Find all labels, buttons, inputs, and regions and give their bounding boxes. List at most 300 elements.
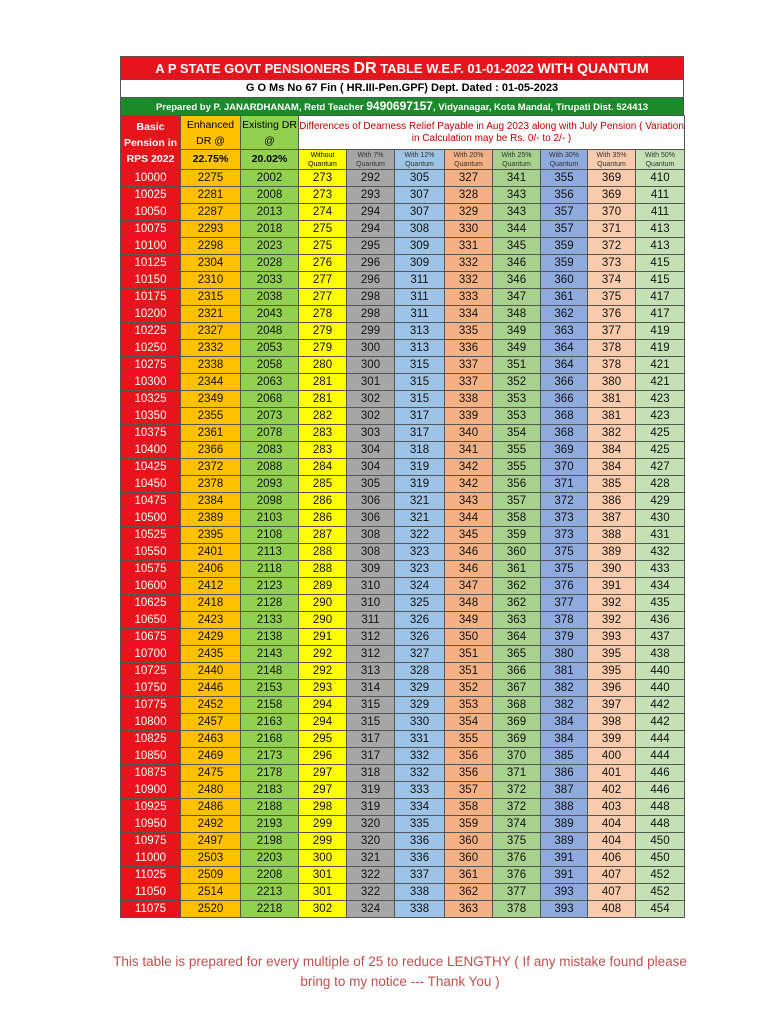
quantum-35-cell: 398 [588,714,636,731]
basic-pension-cell: 10975 [121,833,181,850]
basic-pension-cell: 10650 [121,612,181,629]
header-quantum-30: With 30% Quantum [541,150,588,170]
header-without-quantum: Without Quantum [299,150,347,170]
enhanced-dr-cell: 2418 [181,595,241,612]
quantum-30-cell: 369 [541,442,588,459]
quantum-35-cell: 369 [588,187,636,204]
quantum-25-cell: 362 [493,578,541,595]
quantum-12-cell: 313 [395,340,445,357]
quantum-30-cell: 368 [541,408,588,425]
quantum-12-cell: 333 [395,782,445,799]
quantum-12-cell: 337 [395,867,445,884]
dr-table-sheet [120,56,684,918]
table-row [121,255,685,272]
quantum-30-cell: 391 [541,850,588,867]
enhanced-dr-cell: 2435 [181,646,241,663]
quantum-50-cell: 423 [636,408,685,425]
table-row [121,850,685,867]
quantum-30-cell: 361 [541,289,588,306]
quantum-7-cell: 294 [347,204,395,221]
quantum-35-cell: 392 [588,595,636,612]
table-row [121,663,685,680]
quantum-35-cell: 408 [588,901,636,918]
quantum-25-cell: 354 [493,425,541,442]
existing-dr-cell: 2028 [241,255,299,272]
quantum-30-cell: 359 [541,238,588,255]
quantum-12-cell: 329 [395,697,445,714]
quantum-25-cell: 349 [493,323,541,340]
quantum-25-cell: 369 [493,714,541,731]
enhanced-dr-cell: 2366 [181,442,241,459]
quantum-30-cell: 373 [541,510,588,527]
without-quantum-cell: 290 [299,612,347,629]
quantum-12-cell: 325 [395,595,445,612]
quantum-7-cell: 324 [347,901,395,918]
quantum-30-cell: 366 [541,374,588,391]
basic-pension-cell: 10425 [121,459,181,476]
table-row [121,782,685,799]
quantum-12-cell: 317 [395,425,445,442]
quantum-20-cell: 354 [445,714,493,731]
quantum-7-cell: 300 [347,357,395,374]
table-row [121,238,685,255]
quantum-25-cell: 352 [493,374,541,391]
basic-pension-cell: 10775 [121,697,181,714]
quantum-50-cell: 440 [636,663,685,680]
basic-pension-cell: 10575 [121,561,181,578]
basic-pension-cell: 10200 [121,306,181,323]
quantum-20-cell: 358 [445,799,493,816]
quantum-25-cell: 364 [493,629,541,646]
existing-dr-cell: 2183 [241,782,299,799]
quantum-50-cell: 411 [636,187,685,204]
table-row [121,714,685,731]
quantum-30-cell: 393 [541,884,588,901]
prepared-by-line [120,97,684,115]
quantum-35-cell: 373 [588,255,636,272]
existing-dr-cell: 2088 [241,459,299,476]
quantum-35-cell: 404 [588,833,636,850]
basic-pension-cell: 10250 [121,340,181,357]
table-row [121,578,685,595]
without-quantum-cell: 273 [299,187,347,204]
enhanced-dr-cell: 2389 [181,510,241,527]
quantum-7-cell: 306 [347,510,395,527]
header-quantum-35: With 35% Quantum [588,150,636,170]
enhanced-dr-cell: 2349 [181,391,241,408]
quantum-7-cell: 322 [347,884,395,901]
enhanced-dr-cell: 2440 [181,663,241,680]
header-quantum-25: With 25% Quantum [493,150,541,170]
quantum-50-cell: 413 [636,238,685,255]
quantum-50-cell: 448 [636,799,685,816]
table-row [121,544,685,561]
enhanced-dr-cell: 2423 [181,612,241,629]
quantum-20-cell: 348 [445,595,493,612]
quantum-7-cell: 310 [347,578,395,595]
quantum-12-cell: 338 [395,884,445,901]
enhanced-dr-cell: 2412 [181,578,241,595]
enhanced-dr-cell: 2304 [181,255,241,272]
quantum-30-cell: 355 [541,170,588,187]
quantum-35-cell: 370 [588,204,636,221]
quantum-30-cell: 359 [541,255,588,272]
table-row [121,459,685,476]
quantum-20-cell: 342 [445,476,493,493]
quantum-25-cell: 368 [493,697,541,714]
quantum-7-cell: 322 [347,867,395,884]
basic-pension-cell: 10625 [121,595,181,612]
quantum-7-cell: 319 [347,799,395,816]
table-row [121,680,685,697]
quantum-35-cell: 391 [588,578,636,595]
without-quantum-cell: 281 [299,391,347,408]
without-quantum-cell: 288 [299,544,347,561]
quantum-20-cell: 360 [445,833,493,850]
title-with-quantum: WITH QUANTUM [537,60,649,76]
quantum-50-cell: 442 [636,697,685,714]
quantum-25-cell: 374 [493,816,541,833]
quantum-12-cell: 315 [395,357,445,374]
existing-dr-cell: 2078 [241,425,299,442]
quantum-7-cell: 304 [347,442,395,459]
quantum-25-cell: 353 [493,408,541,425]
basic-pension-cell: 10150 [121,272,181,289]
quantum-12-cell: 313 [395,323,445,340]
basic-pension-cell: 10375 [121,425,181,442]
quantum-7-cell: 317 [347,748,395,765]
quantum-12-cell: 311 [395,289,445,306]
table-row [121,510,685,527]
quantum-25-cell: 360 [493,544,541,561]
quantum-35-cell: 395 [588,663,636,680]
enhanced-dr-cell: 2480 [181,782,241,799]
quantum-20-cell: 346 [445,561,493,578]
enhanced-dr-cell: 2332 [181,340,241,357]
quantum-30-cell: 362 [541,306,588,323]
quantum-30-cell: 393 [541,901,588,918]
quantum-35-cell: 402 [588,782,636,799]
quantum-20-cell: 363 [445,901,493,918]
quantum-30-cell: 385 [541,748,588,765]
quantum-20-cell: 360 [445,850,493,867]
quantum-50-cell: 435 [636,595,685,612]
quantum-20-cell: 338 [445,391,493,408]
quantum-20-cell: 357 [445,782,493,799]
without-quantum-cell: 286 [299,510,347,527]
enhanced-dr-cell: 2452 [181,697,241,714]
enhanced-dr-cell: 2509 [181,867,241,884]
enhanced-dr-cell: 2406 [181,561,241,578]
basic-pension-cell: 10850 [121,748,181,765]
basic-pension-cell: 10475 [121,493,181,510]
header-quantum-7: With 7% Quantum [347,150,395,170]
quantum-7-cell: 320 [347,816,395,833]
existing-dr-rate: 20.02% [241,150,299,170]
quantum-20-cell: 333 [445,289,493,306]
basic-pension-cell: 10900 [121,782,181,799]
table-row [121,612,685,629]
quantum-30-cell: 389 [541,833,588,850]
quantum-30-cell: 366 [541,391,588,408]
quantum-20-cell: 356 [445,748,493,765]
without-quantum-cell: 298 [299,799,347,816]
existing-dr-cell: 2163 [241,714,299,731]
table-title [120,56,684,79]
quantum-20-cell: 351 [445,646,493,663]
quantum-50-cell: 410 [636,170,685,187]
without-quantum-cell: 299 [299,833,347,850]
existing-dr-cell: 2128 [241,595,299,612]
quantum-20-cell: 349 [445,612,493,629]
basic-pension-cell: 11000 [121,850,181,867]
quantum-12-cell: 328 [395,663,445,680]
without-quantum-cell: 296 [299,748,347,765]
quantum-25-cell: 349 [493,340,541,357]
without-quantum-cell: 288 [299,561,347,578]
existing-dr-cell: 2023 [241,238,299,255]
enhanced-dr-cell: 2503 [181,850,241,867]
existing-dr-cell: 2138 [241,629,299,646]
quantum-12-cell: 323 [395,544,445,561]
existing-dr-cell: 2038 [241,289,299,306]
quantum-25-cell: 376 [493,867,541,884]
quantum-12-cell: 336 [395,850,445,867]
quantum-30-cell: 375 [541,561,588,578]
quantum-50-cell: 442 [636,714,685,731]
basic-pension-cell: 10300 [121,374,181,391]
existing-dr-cell: 2083 [241,442,299,459]
enhanced-dr-cell: 2463 [181,731,241,748]
without-quantum-cell: 275 [299,238,347,255]
basic-pension-cell: 10950 [121,816,181,833]
quantum-20-cell: 352 [445,680,493,697]
quantum-30-cell: 368 [541,425,588,442]
quantum-30-cell: 370 [541,459,588,476]
quantum-12-cell: 315 [395,391,445,408]
existing-dr-cell: 2008 [241,187,299,204]
quantum-35-cell: 388 [588,527,636,544]
quantum-7-cell: 314 [347,680,395,697]
quantum-12-cell: 319 [395,459,445,476]
quantum-35-cell: 374 [588,272,636,289]
quantum-12-cell: 308 [395,221,445,238]
quantum-7-cell: 309 [347,561,395,578]
basic-pension-cell: 10000 [121,170,181,187]
quantum-35-cell: 403 [588,799,636,816]
quantum-25-cell: 359 [493,527,541,544]
quantum-25-cell: 358 [493,510,541,527]
without-quantum-cell: 297 [299,765,347,782]
quantum-35-cell: 389 [588,544,636,561]
quantum-35-cell: 397 [588,697,636,714]
quantum-50-cell: 433 [636,561,685,578]
quantum-12-cell: 318 [395,442,445,459]
quantum-25-cell: 363 [493,612,541,629]
table-row [121,765,685,782]
quantum-35-cell: 399 [588,731,636,748]
quantum-35-cell: 377 [588,323,636,340]
enhanced-dr-cell: 2469 [181,748,241,765]
quantum-20-cell: 331 [445,238,493,255]
basic-pension-cell: 10675 [121,629,181,646]
quantum-12-cell: 311 [395,272,445,289]
table-row [121,374,685,391]
table-row [121,289,685,306]
quantum-20-cell: 351 [445,663,493,680]
quantum-12-cell: 305 [395,170,445,187]
quantum-20-cell: 359 [445,816,493,833]
without-quantum-cell: 275 [299,221,347,238]
quantum-20-cell: 332 [445,255,493,272]
quantum-25-cell: 351 [493,357,541,374]
quantum-25-cell: 346 [493,255,541,272]
existing-dr-cell: 2048 [241,323,299,340]
quantum-30-cell: 388 [541,799,588,816]
quantum-35-cell: 390 [588,561,636,578]
quantum-12-cell: 307 [395,204,445,221]
quantum-12-cell: 307 [395,187,445,204]
existing-dr-cell: 2213 [241,884,299,901]
existing-dr-cell: 2108 [241,527,299,544]
quantum-50-cell: 427 [636,459,685,476]
quantum-30-cell: 382 [541,680,588,697]
without-quantum-cell: 278 [299,306,347,323]
without-quantum-cell: 277 [299,289,347,306]
quantum-25-cell: 377 [493,884,541,901]
quantum-12-cell: 321 [395,510,445,527]
quantum-25-cell: 362 [493,595,541,612]
table-body [121,170,685,918]
quantum-20-cell: 328 [445,187,493,204]
quantum-7-cell: 298 [347,306,395,323]
table-row [121,833,685,850]
basic-pension-cell: 10075 [121,221,181,238]
quantum-7-cell: 302 [347,408,395,425]
without-quantum-cell: 299 [299,816,347,833]
quantum-50-cell: 437 [636,629,685,646]
basic-pension-cell: 10175 [121,289,181,306]
quantum-35-cell: 392 [588,612,636,629]
enhanced-dr-cell: 2321 [181,306,241,323]
dr-table [120,115,685,918]
header-enhanced-dr: Enhanced DR @ [181,116,241,150]
quantum-25-cell: 353 [493,391,541,408]
quantum-7-cell: 296 [347,255,395,272]
enhanced-dr-cell: 2355 [181,408,241,425]
quantum-30-cell: 363 [541,323,588,340]
table-row [121,901,685,918]
quantum-20-cell: 329 [445,204,493,221]
quantum-30-cell: 382 [541,697,588,714]
quantum-35-cell: 375 [588,289,636,306]
enhanced-dr-cell: 2475 [181,765,241,782]
quantum-12-cell: 323 [395,561,445,578]
quantum-30-cell: 376 [541,578,588,595]
footer-line-1: This table is prepared for every multiple of 25 to reduce LENGTHY ( If any mistake found please [113,954,687,969]
quantum-12-cell: 324 [395,578,445,595]
existing-dr-cell: 2058 [241,357,299,374]
quantum-50-cell: 425 [636,442,685,459]
existing-dr-cell: 2123 [241,578,299,595]
table-row [121,204,685,221]
enhanced-dr-cell: 2310 [181,272,241,289]
table-row [121,357,685,374]
quantum-30-cell: 380 [541,646,588,663]
enhanced-dr-cell: 2514 [181,884,241,901]
table-row [121,561,685,578]
quantum-30-cell: 372 [541,493,588,510]
quantum-20-cell: 362 [445,884,493,901]
quantum-20-cell: 355 [445,731,493,748]
quantum-12-cell: 335 [395,816,445,833]
quantum-25-cell: 348 [493,306,541,323]
quantum-35-cell: 404 [588,816,636,833]
enhanced-dr-cell: 2372 [181,459,241,476]
enhanced-dr-cell: 2457 [181,714,241,731]
quantum-12-cell: 331 [395,731,445,748]
quantum-30-cell: 387 [541,782,588,799]
quantum-35-cell: 369 [588,170,636,187]
quantum-20-cell: 336 [445,340,493,357]
quantum-25-cell: 365 [493,646,541,663]
quantum-25-cell: 345 [493,238,541,255]
existing-dr-cell: 2168 [241,731,299,748]
quantum-25-cell: 371 [493,765,541,782]
table-row [121,697,685,714]
basic-pension-cell: 10700 [121,646,181,663]
quantum-35-cell: 393 [588,629,636,646]
enhanced-dr-cell: 2361 [181,425,241,442]
quantum-7-cell: 308 [347,544,395,561]
quantum-12-cell: 334 [395,799,445,816]
quantum-12-cell: 336 [395,833,445,850]
quantum-12-cell: 332 [395,748,445,765]
existing-dr-cell: 2178 [241,765,299,782]
basic-pension-cell: 10450 [121,476,181,493]
quantum-50-cell: 429 [636,493,685,510]
quantum-7-cell: 300 [347,340,395,357]
existing-dr-cell: 2193 [241,816,299,833]
without-quantum-cell: 283 [299,425,347,442]
without-quantum-cell: 292 [299,646,347,663]
basic-pension-cell: 10100 [121,238,181,255]
footer-note [80,952,720,992]
enhanced-dr-cell: 2378 [181,476,241,493]
quantum-50-cell: 428 [636,476,685,493]
existing-dr-cell: 2093 [241,476,299,493]
quantum-50-cell: 415 [636,255,685,272]
quantum-35-cell: 384 [588,442,636,459]
basic-pension-cell: 11025 [121,867,181,884]
quantum-35-cell: 378 [588,357,636,374]
quantum-7-cell: 292 [347,170,395,187]
quantum-50-cell: 452 [636,867,685,884]
without-quantum-cell: 294 [299,697,347,714]
quantum-50-cell: 450 [636,833,685,850]
quantum-20-cell: 339 [445,408,493,425]
quantum-7-cell: 311 [347,612,395,629]
existing-dr-cell: 2098 [241,493,299,510]
quantum-50-cell: 440 [636,680,685,697]
quantum-50-cell: 419 [636,340,685,357]
quantum-30-cell: 391 [541,867,588,884]
enhanced-dr-cell: 2338 [181,357,241,374]
without-quantum-cell: 284 [299,459,347,476]
quantum-30-cell: 384 [541,731,588,748]
header-quantum-50: With 50% Quantum [636,150,685,170]
quantum-50-cell: 415 [636,272,685,289]
